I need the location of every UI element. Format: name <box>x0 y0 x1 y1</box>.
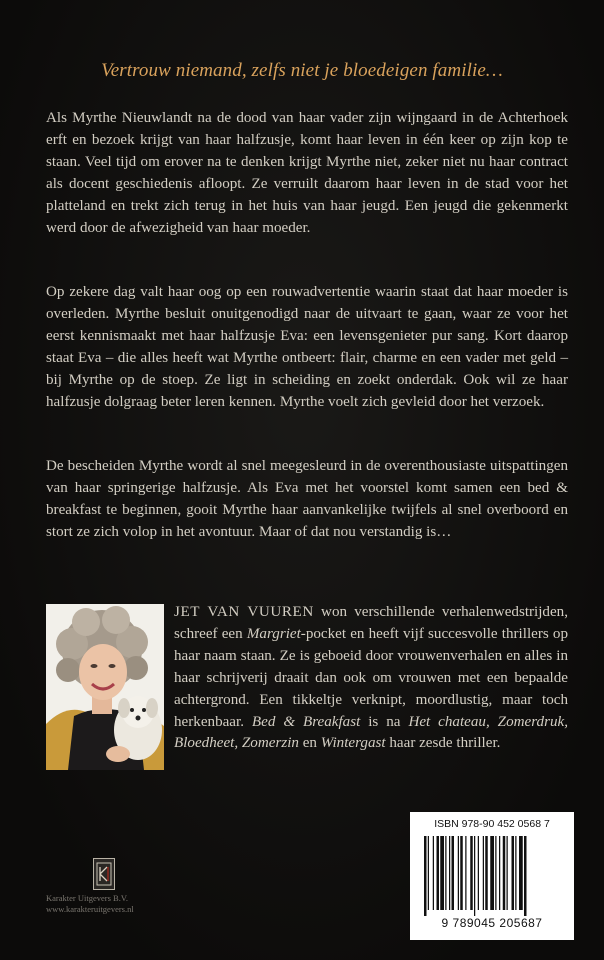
bio-book: Het chateau <box>408 713 486 730</box>
isbn-label: ISBN 978-90 452 0568 7 <box>434 818 550 830</box>
bio-book: Bloedheet <box>174 735 235 752</box>
isbn-digits: 9 789045 205687 <box>441 916 543 930</box>
bio-magazine: Margriet <box>246 625 301 642</box>
author-portrait-icon <box>46 604 164 770</box>
author-photo <box>46 604 164 770</box>
blurb-paragraph-1: Als Myrthe Nieuwlandt na de dood van haar vader zijn wijngaard in de Achterhoek erft en bezoek krijgt van haar halfzusje, komt haar leven in één keer op zijn kop te staan. Veel tijd om erover na te denken krijgt Myrthe niet, zeker niet nu haar contract als docent geschiedenis afloopt. Ze verruilt daarom haar leven in de stad voor het platteland en trekt zich terug in het huis van haar jeugd. Een jeugd die gekenmerkt werd door de afwezigheid van haar moeder. <box>46 110 568 236</box>
bio-text: won verschillende verhalenwedstrijden, schreef een <box>174 604 568 642</box>
bio-text: en <box>298 735 321 752</box>
bio-sep: , <box>564 713 568 730</box>
bio-book: Zomerdruk <box>497 713 565 730</box>
barcode-bars-icon <box>422 836 562 916</box>
blurb-paragraph-3: De bescheiden Myrthe wordt al snel meegesleurd in de overenthousiaste uitspattingen van haar springerige halfzusje. Als Eva met het voorstel komt samen een bed & breakfast te beginnen, gooit Myrthe haar aanvankelijke twijfels al snel overboord en stort ze zich volop in het avontuur. Maar of dat nou verstandig is… <box>46 458 568 540</box>
author-name: JET VAN VUUREN <box>174 604 314 620</box>
bio-sep: , <box>234 735 242 752</box>
bio-text: haar zesde thriller. <box>385 735 501 752</box>
publisher-name: Karakter Uitgevers B.V. <box>46 893 128 903</box>
blurb-paragraph-2: Op zekere dag valt haar oog op een rouwadvertentie waarin staat dat haar moeder is overleden. Myrthe besluit onuitgenodigd naar de uitvaart te gaan, waar ze voor het eerst kennismaakt met haar halfzusje Eva: een levensgenieter pur sang. Kort daarop staat Eva – die alles heeft wat Myrthe ontbeert: flair, charme en een vader met geld – bij Myrthe op de stoep. Ze ligt in scheiding en zoekt onderdak. Ook wil ze haar halfzusje dolgraag beter leren kennen. Myrthe voelt zich gevleid door het verzoek. <box>46 284 568 410</box>
bio-text: -pocket en heeft vijf succesvolle thrillers op haar naam staan. Ze is geboeid door vrouwenverhalen en alles in haar schrijverij draait dan ook om vrouwen met een bepaalde achtergrond. Een tikkeltje verknipt, moordlustig, maar toch herkenbaar. <box>174 625 568 730</box>
tagline: Vertrouw niemand, zelfs niet je bloedeigen familie… <box>101 60 503 81</box>
publisher-url: www.karakteruitgevers.nl <box>46 904 134 914</box>
author-bio <box>174 602 568 755</box>
bio-book-title: Bed & Breakfast <box>251 713 361 730</box>
bio-text: is na <box>360 713 409 730</box>
publisher-logo-icon <box>93 858 115 890</box>
isbn-barcode <box>410 812 574 940</box>
bio-book: Zomerzin <box>241 735 299 752</box>
publisher-imprint <box>46 893 196 915</box>
bio-sep: , <box>485 713 498 730</box>
bio-book: Wintergast <box>320 735 386 752</box>
